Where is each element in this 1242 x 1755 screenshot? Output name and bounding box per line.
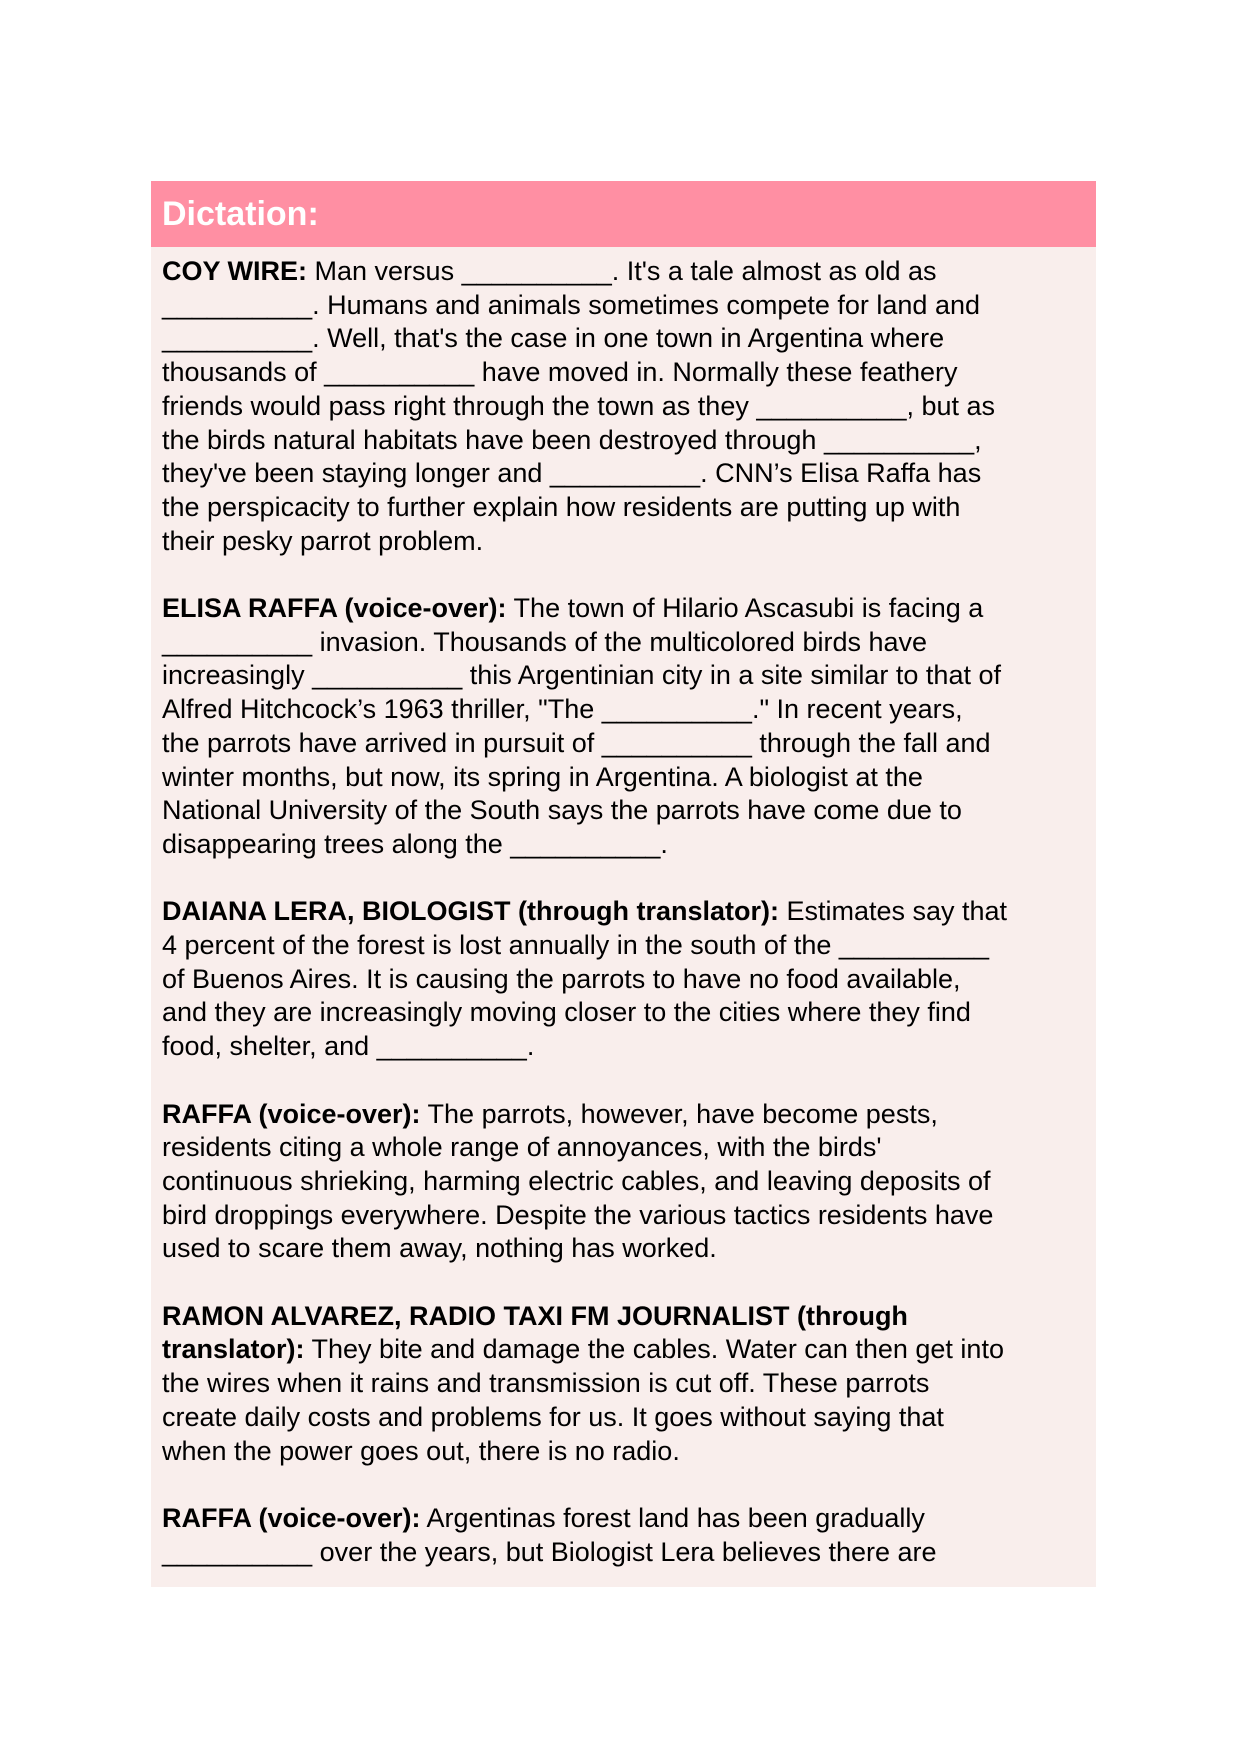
transcript-body (151, 247, 1096, 1569)
speaker-label: RAFFA (voice-over): (162, 1098, 421, 1129)
speaker-label: RAFFA (voice-over): (162, 1502, 421, 1533)
paragraph-elisa-raffa (162, 592, 1086, 862)
paragraph-text: The parrots, however, have become pests, residents citing a whole range of annoyances, with the birds' continuous shrieking, harming electric cables, and leaving deposits of bird droppings everywhere. Despite the various tactics residents have used to scare them away, nothing has worked. (162, 1098, 994, 1264)
paragraph-text: Man versus __________. It's a tale almost as old as __________. Humans and animals sometimes compete for land and __________. Well, that's the case in one town in Argentina where thousands of __________ have moved in. Normally these feathery friends would pass right through the town as they __________, but as the birds natural habitats have been destroyed through __________, they've been staying longer and __________. CNN’s Elisa Raffa has the perspicacity to further explain how residents are putting up with their pesky parrot problem. (162, 256, 996, 556)
paragraph-text: Argentinas forest land has been gradually __________ over the years, but Biologist Lera believes there are (162, 1502, 937, 1567)
paragraph-daiana-lera (162, 895, 1086, 1064)
paragraph-coy-wire (162, 255, 1086, 558)
speaker-label: ELISA RAFFA (voice-over): (162, 593, 507, 624)
paragraph-raffa-2 (162, 1502, 1086, 1569)
header-title: Dictation: (162, 195, 319, 233)
paragraph-text: They bite and damage the cables. Water can then get into the wires when it rains and transmission is cut off. These parrots create daily costs and problems for us. It goes without saying that when the power goes out, there is no radio. (162, 1334, 1004, 1466)
paragraph-raffa-1 (162, 1098, 1086, 1267)
speaker-label: RAMON ALVAREZ, RADIO TAXI FM JOURNALIST (through translator): (162, 1300, 908, 1365)
dictation-header (151, 181, 1096, 247)
paragraph-text: The town of Hilario Ascasubi is facing a __________ invasion. Thousands of the multicolored birds have increasingly __________ this Argentinian city in a site similar to that of Alfred Hitchcock’s 1963 thriller, "The __________." In recent years, the parrots have arrived in pursuit of __________ through the fall and winter months, but now, its spring in Argentina. A biologist at the National University of the South says the parrots have come due to disappearing trees along the __________. (162, 593, 1001, 859)
dictation-card (151, 181, 1096, 1587)
paragraph-text: Estimates say that 4 percent of the forest is lost annually in the south of the __________ of Buenos Aires. It is causing the parrots to have no food available, and they are increasingly moving closer to the cities where they find food, shelter, and __________. (162, 896, 1008, 1062)
paragraph-ramon-alvarez (162, 1300, 1086, 1469)
speaker-label: COY WIRE: (162, 256, 308, 286)
speaker-label: DAIANA LERA, BIOLOGIST (through translator): (162, 896, 779, 927)
